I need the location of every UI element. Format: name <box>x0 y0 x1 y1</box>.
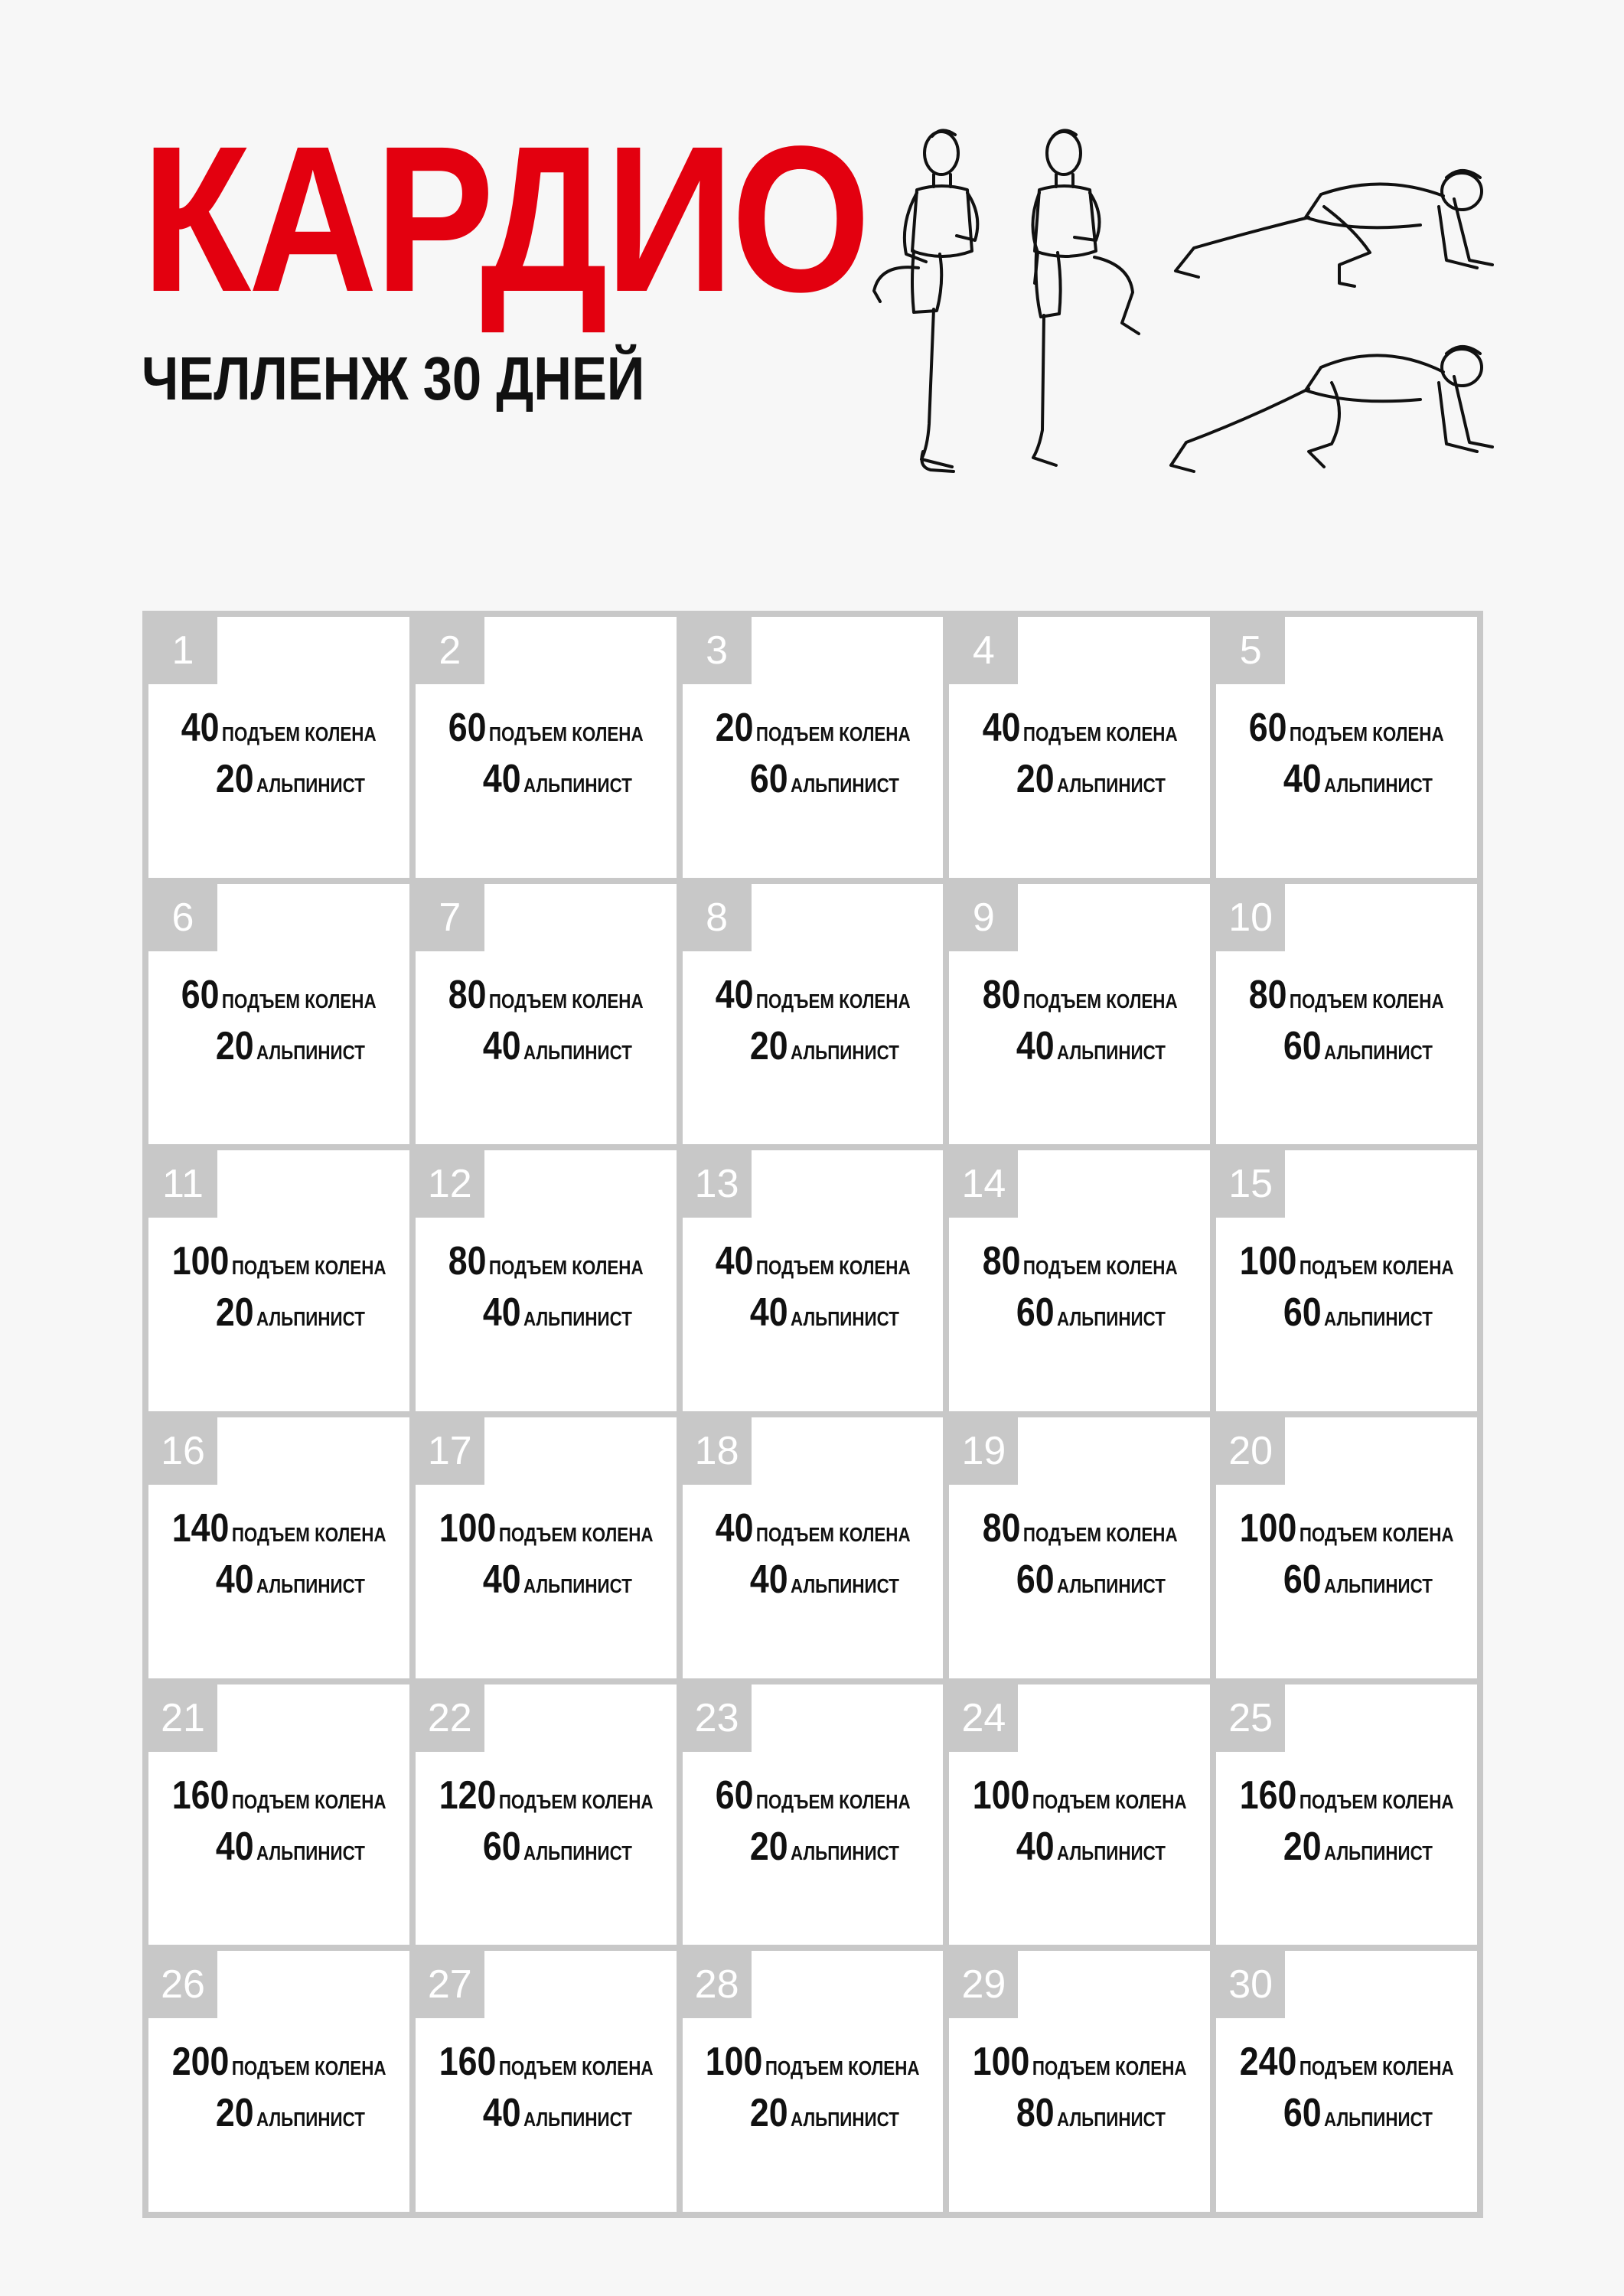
knee-raise-line <box>439 1505 654 1559</box>
climber-line <box>482 1023 632 1077</box>
knee-raise-count: 80 <box>448 972 487 1017</box>
knee-raise-line <box>448 707 644 758</box>
knee-raise-line <box>439 2041 653 2092</box>
knee-raise-label: ПОДЪЕМ КОЛЕНА <box>231 1522 386 1546</box>
climber-label: АЛЬПИНИСТ <box>256 1841 365 1864</box>
climber-count: 20 <box>215 2091 254 2136</box>
climber-line <box>216 2092 365 2144</box>
day-number: 9 <box>949 884 1018 951</box>
day-number: 3 <box>683 617 752 684</box>
day-cell <box>1216 617 1477 878</box>
day-workout <box>416 707 677 810</box>
knee-raise-count: 40 <box>715 1505 754 1551</box>
day-workout <box>416 1505 677 1610</box>
climber-label: АЛЬПИНИСТ <box>790 2108 899 2131</box>
climber-label: АЛЬПИНИСТ <box>1324 1307 1433 1331</box>
day-workout <box>949 1505 1210 1610</box>
climber-line <box>483 1826 632 1877</box>
day-cell <box>416 1150 677 1411</box>
knee-raise-line <box>1249 974 1444 1026</box>
day-workout <box>1216 707 1477 810</box>
climber-line <box>483 758 632 810</box>
knee-raise-label: ПОДЪЕМ КОЛЕНА <box>488 1256 644 1280</box>
knee-raise-label: ПОДЪЕМ КОЛЕНА <box>1290 989 1445 1013</box>
knee-raise-line <box>716 1775 911 1826</box>
climber-line <box>1283 2092 1433 2144</box>
climber-label: АЛЬПИНИСТ <box>1324 1040 1433 1064</box>
knee-raise-label: ПОДЪЕМ КОЛЕНА <box>1299 2056 1454 2080</box>
day-cell <box>949 1417 1210 1678</box>
climber-line <box>216 758 365 810</box>
knee-raise-count: 160 <box>171 1773 230 1818</box>
climber-label: АЛЬПИНИСТ <box>1324 1574 1433 1597</box>
day-cell <box>416 1951 677 2212</box>
knee-raise-count: 240 <box>1239 2040 1297 2085</box>
day-cell <box>683 1417 944 1678</box>
day-number: 5 <box>1216 617 1285 684</box>
climber-count: 20 <box>215 757 254 801</box>
knee-raise-count: 200 <box>171 2040 230 2085</box>
climber-line <box>1283 758 1433 810</box>
knee-raise-count: 60 <box>1249 706 1287 750</box>
day-number: 15 <box>1216 1150 1285 1218</box>
climber-count: 20 <box>749 1824 788 1869</box>
day-number: 12 <box>416 1150 484 1218</box>
climber-count: 60 <box>1283 2091 1322 2136</box>
knee-raise-label: ПОДЪЕМ КОЛЕНА <box>1032 2056 1187 2080</box>
day-workout <box>1216 1241 1477 1343</box>
knee-raise-label: ПОДЪЕМ КОЛЕНА <box>1022 1522 1178 1546</box>
day-workout <box>416 1775 677 1877</box>
climber-label: АЛЬПИНИСТ <box>790 1841 899 1864</box>
day-workout <box>1216 2041 1477 2144</box>
knee-raise-line <box>448 1241 644 1292</box>
climber-line <box>749 1826 898 1877</box>
climber-count: 20 <box>749 1023 788 1068</box>
climber-count: 40 <box>749 1557 788 1602</box>
knee-raise-count: 100 <box>171 1239 230 1284</box>
knee-raise-line <box>982 707 1177 758</box>
page-title: КАРДИО <box>142 103 869 335</box>
climber-label: АЛЬПИНИСТ <box>523 1574 632 1597</box>
climber-label: АЛЬПИНИСТ <box>256 774 365 797</box>
climber-count: 60 <box>749 757 788 801</box>
day-cell <box>683 884 944 1145</box>
high-knees-figure-icon <box>874 130 977 471</box>
day-number: 30 <box>1216 1951 1285 2018</box>
day-number: 1 <box>148 617 217 684</box>
climber-label: АЛЬПИНИСТ <box>1057 774 1166 797</box>
day-number: 17 <box>416 1417 484 1485</box>
knee-raise-label: ПОДЪЕМ КОЛЕНА <box>488 989 644 1013</box>
climber-count: 80 <box>1016 2091 1055 2136</box>
knee-raise-label: ПОДЪЕМ КОЛЕНА <box>765 2056 920 2080</box>
knee-raise-label: ПОДЪЕМ КОЛЕНА <box>755 722 911 745</box>
day-number: 23 <box>683 1684 752 1752</box>
mountain-climber-figure-icon <box>1176 171 1492 286</box>
knee-raise-label: ПОДЪЕМ КОЛЕНА <box>231 1256 386 1280</box>
day-workout <box>683 974 944 1077</box>
climber-label: АЛЬПИНИСТ <box>790 774 899 797</box>
day-cell <box>416 1417 677 1678</box>
day-workout <box>1216 974 1477 1077</box>
climber-line <box>483 2092 632 2144</box>
day-cell <box>1216 1684 1477 1945</box>
climber-label: АЛЬПИНИСТ <box>256 1574 365 1597</box>
day-cell <box>1216 884 1477 1145</box>
climber-label: АЛЬПИНИСТ <box>1057 1307 1166 1331</box>
knee-raise-line <box>973 2041 1187 2092</box>
day-number: 19 <box>949 1417 1018 1485</box>
knee-raise-label: ПОДЪЕМ КОЛЕНА <box>222 722 377 745</box>
climber-count: 40 <box>1016 1023 1055 1068</box>
climber-count: 40 <box>482 1023 521 1068</box>
knee-raise-count: 40 <box>181 706 220 750</box>
knee-raise-line <box>172 2041 386 2092</box>
day-cell <box>949 884 1210 1145</box>
knee-raise-label: ПОДЪЕМ КОЛЕНА <box>498 2056 654 2080</box>
climber-line <box>749 2092 898 2144</box>
knee-raise-count: 40 <box>715 1239 754 1284</box>
day-number: 6 <box>148 884 217 951</box>
day-cell <box>1216 1951 1477 2212</box>
knee-raise-label: ПОДЪЕМ КОЛЕНА <box>488 722 644 745</box>
knee-raise-line <box>181 974 377 1026</box>
climber-label: АЛЬПИНИСТ <box>523 774 632 797</box>
day-workout <box>148 1241 409 1343</box>
knee-raise-label: ПОДЪЕМ КОЛЕНА <box>1022 1256 1178 1280</box>
page-subtitle: ЧЕЛЛЕНЖ 30 ДНЕЙ <box>142 344 645 413</box>
day-number: 8 <box>683 884 752 951</box>
day-number: 16 <box>148 1417 217 1485</box>
knee-raise-label: ПОДЪЕМ КОЛЕНА <box>231 1789 386 1813</box>
knee-raise-count: 100 <box>1239 1505 1297 1551</box>
climber-line <box>216 1292 365 1343</box>
knee-raise-count: 80 <box>982 1505 1021 1551</box>
climber-count: 40 <box>482 2091 521 2136</box>
climber-count: 20 <box>1016 757 1055 801</box>
knee-raise-line <box>1240 2041 1454 2092</box>
climber-label: АЛЬПИНИСТ <box>1324 2108 1433 2131</box>
climber-label: АЛЬПИНИСТ <box>1057 2108 1166 2131</box>
climber-count: 20 <box>215 1290 254 1336</box>
climber-label: АЛЬПИНИСТ <box>1057 1040 1166 1064</box>
knee-raise-count: 20 <box>715 706 754 750</box>
knee-raise-label: ПОДЪЕМ КОЛЕНА <box>755 989 911 1013</box>
knee-raise-label: ПОДЪЕМ КОЛЕНА <box>498 1789 654 1813</box>
day-number: 26 <box>148 1951 217 2018</box>
knee-raise-count: 80 <box>448 1239 487 1284</box>
day-number: 25 <box>1216 1684 1285 1752</box>
day-cell <box>683 617 944 878</box>
climber-label: АЛЬПИНИСТ <box>256 1307 365 1331</box>
mountain-climber-figure-icon <box>1171 347 1492 471</box>
knee-raise-line <box>1240 1775 1454 1826</box>
climber-line <box>1016 1023 1166 1077</box>
climber-label: АЛЬПИНИСТ <box>1324 774 1433 797</box>
day-number: 22 <box>416 1684 484 1752</box>
knee-raise-label: ПОДЪЕМ КОЛЕНА <box>1032 1789 1187 1813</box>
climber-label: АЛЬПИНИСТ <box>523 1307 632 1331</box>
climber-line <box>1016 1292 1166 1343</box>
knee-raise-line <box>1239 1505 1454 1559</box>
day-number: 13 <box>683 1150 752 1218</box>
climber-label: АЛЬПИНИСТ <box>1057 1841 1166 1864</box>
climber-count: 40 <box>1016 1824 1055 1869</box>
day-number: 27 <box>416 1951 484 2018</box>
knee-raise-count: 40 <box>982 706 1021 750</box>
climber-line <box>1016 1826 1166 1877</box>
knee-raise-count: 80 <box>1249 972 1287 1017</box>
climber-count: 40 <box>482 1557 521 1602</box>
climber-line <box>749 758 898 810</box>
knee-raise-line <box>171 1505 386 1559</box>
day-cell <box>148 1684 409 1945</box>
day-workout <box>949 1775 1210 1877</box>
knee-raise-line <box>706 2041 920 2092</box>
day-cell <box>148 884 409 1145</box>
day-cell <box>949 617 1210 878</box>
knee-raise-line <box>181 707 377 758</box>
day-workout <box>416 974 677 1077</box>
day-workout <box>949 707 1210 810</box>
day-number: 14 <box>949 1150 1018 1218</box>
knee-raise-line <box>1240 1241 1454 1292</box>
day-workout <box>949 974 1210 1077</box>
climber-line <box>749 1292 898 1343</box>
climber-count: 60 <box>482 1824 521 1869</box>
climber-line <box>215 1023 365 1077</box>
day-cell <box>1216 1150 1477 1411</box>
knee-raise-count: 100 <box>972 2040 1030 2085</box>
climber-line <box>1016 758 1166 810</box>
climber-line <box>1016 2092 1166 2144</box>
knee-raise-count: 100 <box>706 2040 763 2085</box>
climber-line <box>1283 1292 1433 1343</box>
climber-line <box>749 1023 899 1077</box>
knee-raise-count: 40 <box>715 972 754 1017</box>
knee-raise-line <box>715 1505 911 1559</box>
day-workout <box>683 1775 944 1877</box>
day-workout <box>416 1241 677 1343</box>
climber-line <box>1016 1559 1166 1610</box>
day-workout <box>148 1775 409 1877</box>
climber-count: 40 <box>482 757 521 801</box>
day-workout <box>148 1505 409 1610</box>
day-workout <box>949 2041 1210 2144</box>
knee-raise-label: ПОДЪЕМ КОЛЕНА <box>1022 722 1178 745</box>
climber-line <box>1283 1826 1433 1877</box>
knee-raise-count: 100 <box>972 1773 1030 1818</box>
climber-count: 20 <box>749 2091 788 2136</box>
knee-raise-label: ПОДЪЕМ КОЛЕНА <box>755 1522 911 1546</box>
day-cell <box>416 617 677 878</box>
day-workout <box>683 707 944 810</box>
climber-label: АЛЬПИНИСТ <box>790 1040 899 1064</box>
climber-label: АЛЬПИНИСТ <box>256 1040 365 1064</box>
climber-label: АЛЬПИНИСТ <box>790 1307 899 1331</box>
day-cell <box>148 1951 409 2212</box>
day-number: 28 <box>683 1951 752 2018</box>
day-cell <box>949 1150 1210 1411</box>
knee-raise-line <box>172 1775 386 1826</box>
climber-label: АЛЬПИНИСТ <box>1324 1841 1433 1864</box>
day-cell <box>416 1684 677 1945</box>
day-cell <box>148 1417 409 1678</box>
knee-raise-line <box>1249 707 1444 758</box>
knee-raise-count: 120 <box>439 1773 496 1818</box>
climber-line <box>1283 1023 1433 1077</box>
knee-raise-count: 80 <box>982 972 1021 1017</box>
day-number: 18 <box>683 1417 752 1485</box>
climber-label: АЛЬПИНИСТ <box>523 2108 632 2131</box>
knee-raise-line <box>716 707 911 758</box>
challenge-calendar-grid <box>142 611 1483 2218</box>
climber-line <box>483 1292 632 1343</box>
day-number: 20 <box>1216 1417 1285 1485</box>
day-cell <box>416 884 677 1145</box>
knee-raise-count: 80 <box>982 1239 1021 1284</box>
knee-raise-line <box>982 1241 1177 1292</box>
climber-line <box>749 1559 898 1610</box>
knee-raise-count: 60 <box>715 1773 754 1818</box>
climber-line <box>216 1826 365 1877</box>
day-number: 29 <box>949 1951 1018 2018</box>
climber-count: 60 <box>1283 1290 1322 1336</box>
day-cell <box>1216 1417 1477 1678</box>
climber-line <box>1283 1559 1433 1610</box>
knee-raise-line <box>982 1505 1178 1559</box>
exercise-illustration <box>850 122 1538 505</box>
knee-raise-count: 60 <box>181 972 220 1017</box>
day-workout <box>949 1241 1210 1343</box>
climber-label: АЛЬПИНИСТ <box>1057 1574 1166 1597</box>
knee-raise-count: 60 <box>448 706 487 750</box>
day-workout <box>148 2041 409 2144</box>
day-workout <box>683 1505 944 1610</box>
climber-count: 40 <box>215 1557 254 1602</box>
climber-count: 20 <box>1283 1824 1322 1869</box>
day-cell <box>683 1150 944 1411</box>
climber-count: 60 <box>1283 1023 1322 1068</box>
knee-raise-count: 160 <box>439 2040 496 2085</box>
day-number: 11 <box>148 1150 217 1218</box>
day-cell <box>949 1951 1210 2212</box>
knee-raise-count: 160 <box>1239 1773 1297 1818</box>
day-workout <box>416 2041 677 2144</box>
knee-raise-line <box>172 1241 386 1292</box>
climber-line <box>483 1559 632 1610</box>
climber-count: 40 <box>1283 757 1322 801</box>
knee-raise-label: ПОДЪЕМ КОЛЕНА <box>1299 1256 1454 1280</box>
climber-count: 60 <box>1016 1290 1055 1336</box>
day-cell <box>949 1684 1210 1945</box>
day-workout <box>683 2041 944 2144</box>
day-workout <box>1216 1775 1477 1877</box>
knee-raise-label: ПОДЪЕМ КОЛЕНА <box>1299 1789 1454 1813</box>
day-cell <box>683 1684 944 1945</box>
climber-line <box>216 1559 365 1610</box>
knee-raise-count: 100 <box>439 1505 496 1551</box>
knee-raise-label: ПОДЪЕМ КОЛЕНА <box>231 2056 386 2080</box>
day-number: 21 <box>148 1684 217 1752</box>
knee-raise-line <box>982 974 1177 1026</box>
knee-raise-count: 100 <box>1239 1239 1297 1284</box>
day-workout <box>148 974 409 1077</box>
knee-raise-line <box>716 1241 911 1292</box>
day-number: 4 <box>949 617 1018 684</box>
climber-count: 40 <box>215 1824 254 1869</box>
climber-label: АЛЬПИНИСТ <box>523 1040 632 1064</box>
climber-count: 20 <box>215 1023 254 1068</box>
knee-raise-label: ПОДЪЕМ КОЛЕНА <box>1299 1522 1454 1546</box>
climber-count: 60 <box>1283 1557 1322 1602</box>
knee-raise-line <box>448 974 644 1026</box>
day-number: 7 <box>416 884 484 951</box>
climber-label: АЛЬПИНИСТ <box>523 1841 632 1864</box>
knee-raise-label: ПОДЪЕМ КОЛЕНА <box>1022 989 1178 1013</box>
day-number: 24 <box>949 1684 1018 1752</box>
knee-raise-label: ПОДЪЕМ КОЛЕНА <box>498 1522 654 1546</box>
climber-label: АЛЬПИНИСТ <box>790 1574 899 1597</box>
day-workout <box>683 1241 944 1343</box>
day-number: 2 <box>416 617 484 684</box>
day-cell <box>683 1951 944 2212</box>
day-number: 10 <box>1216 884 1285 951</box>
day-cell <box>148 1150 409 1411</box>
climber-label: АЛЬПИНИСТ <box>256 2108 365 2131</box>
knee-raise-line <box>716 974 911 1026</box>
climber-count: 40 <box>749 1290 788 1336</box>
day-cell <box>148 617 409 878</box>
knee-raise-label: ПОДЪЕМ КОЛЕНА <box>1290 722 1445 745</box>
knee-raise-line <box>973 1775 1187 1826</box>
high-knees-figure-icon <box>1032 130 1139 465</box>
day-workout <box>148 707 409 810</box>
climber-count: 40 <box>482 1290 521 1336</box>
knee-raise-label: ПОДЪЕМ КОЛЕНА <box>222 989 377 1013</box>
knee-raise-label: ПОДЪЕМ КОЛЕНА <box>755 1789 911 1813</box>
knee-raise-count: 140 <box>171 1505 230 1551</box>
knee-raise-line <box>439 1775 653 1826</box>
climber-count: 60 <box>1016 1557 1055 1602</box>
knee-raise-label: ПОДЪЕМ КОЛЕНА <box>755 1256 911 1280</box>
day-workout <box>1216 1505 1477 1610</box>
